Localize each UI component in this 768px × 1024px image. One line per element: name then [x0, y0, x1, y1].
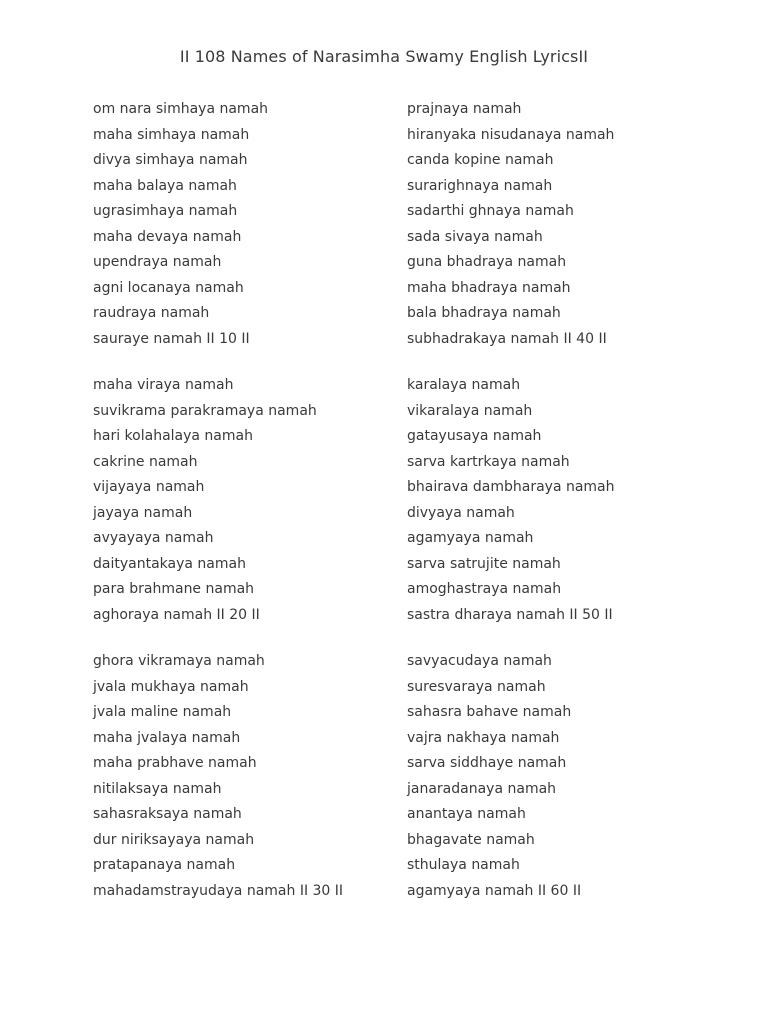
name-line: vijayaya namah	[93, 479, 205, 495]
name-line: maha bhadraya namah	[407, 279, 571, 296]
name-line: canda kopine namah	[407, 152, 554, 168]
name-line: sarva satrujite namah	[407, 555, 561, 572]
name-line: janaradanaya namah	[407, 780, 557, 797]
name-line: maha viraya namah	[93, 377, 234, 393]
name-line: sastra dharaya namah II 50 II	[407, 606, 613, 623]
name-line: cakrine namah	[93, 453, 198, 470]
name-line: agamyaya namah	[407, 530, 534, 546]
name-line: surarighnaya namah	[407, 177, 553, 194]
name-line: suvikrama parakramaya namah	[93, 402, 317, 419]
name-line: upendraya namah	[93, 254, 222, 270]
name-line: hiranyaka nisudanaya namah	[407, 126, 615, 143]
name-line: jvala maline namah	[93, 704, 232, 720]
name-line: guna bhadraya namah	[407, 254, 567, 270]
name-line: raudraya namah	[93, 305, 210, 321]
stanza-2	[93, 375, 393, 630]
stanza-4	[407, 99, 737, 354]
name-line: gatayusaya namah	[407, 428, 542, 444]
page-title: II 108 Names of Narasimha Swamy English LyricsII	[179, 47, 589, 66]
name-line: amoghastraya namah	[407, 581, 562, 597]
name-line: om nara simhaya namah	[93, 101, 269, 117]
name-line: nitilaksaya namah	[93, 780, 222, 797]
name-line: sarva kartrkaya namah	[407, 453, 570, 470]
name-line: maha prabhave namah	[93, 755, 257, 771]
stanza-3	[93, 651, 393, 906]
name-line: mahadamstrayudaya namah II 30 II	[93, 882, 344, 899]
name-line: karalaya namah	[407, 377, 521, 393]
name-line: subhadrakaya namah II 40 II	[407, 330, 607, 347]
name-line: vikaralaya namah	[407, 402, 533, 419]
name-line: savyacudaya namah	[407, 653, 552, 669]
name-line: vajra nakhaya namah	[407, 729, 560, 746]
name-line: ghora vikramaya namah	[93, 653, 265, 669]
name-line: agamyaya namah II 60 II	[407, 882, 582, 899]
name-line: sadarthi ghnaya namah	[407, 203, 574, 219]
name-line: jayaya namah	[93, 504, 193, 521]
name-line: maha simhaya namah	[93, 126, 250, 143]
name-line: agni locanaya namah	[93, 279, 244, 296]
name-line: dur niriksayaya namah	[93, 831, 255, 848]
left-column	[93, 99, 393, 927]
name-line: hari kolahalaya namah	[93, 428, 253, 444]
name-line: para brahmane namah	[93, 581, 255, 597]
name-line: divyaya namah	[407, 504, 515, 521]
name-line: prajnaya namah	[407, 101, 522, 117]
name-line: maha balaya namah	[93, 177, 237, 194]
name-line: aghoraya namah II 20 II	[93, 606, 260, 623]
name-line: avyayaya namah	[93, 530, 214, 546]
name-line: sada sivaya namah	[407, 228, 543, 245]
name-line: maha jvalaya namah	[93, 729, 241, 746]
name-line: sahasraksaya namah	[93, 806, 242, 822]
name-line: ugrasimhaya namah	[93, 203, 238, 219]
name-line: jvala mukhaya namah	[93, 678, 249, 695]
stanza-6	[407, 651, 737, 906]
name-line: bala bhadraya namah	[407, 305, 561, 321]
name-line: daityantakaya namah	[93, 555, 246, 572]
name-line: sahasra bahave namah	[407, 704, 572, 720]
name-line: suresvaraya namah	[407, 678, 546, 695]
name-line: maha devaya namah	[93, 228, 242, 245]
name-line: sthulaya namah	[407, 857, 520, 873]
name-line: anantaya namah	[407, 806, 526, 822]
name-line: sarva siddhaye namah	[407, 755, 567, 771]
stanza-5	[407, 375, 737, 630]
name-line: bhairava dambharaya namah	[407, 479, 615, 495]
name-line: bhagavate namah	[407, 831, 535, 848]
name-line: divya simhaya namah	[93, 152, 248, 168]
name-line: sauraye namah II 10 II	[93, 330, 250, 347]
right-column	[407, 99, 737, 927]
stanza-1	[93, 99, 393, 354]
name-line: pratapanaya namah	[93, 857, 236, 873]
